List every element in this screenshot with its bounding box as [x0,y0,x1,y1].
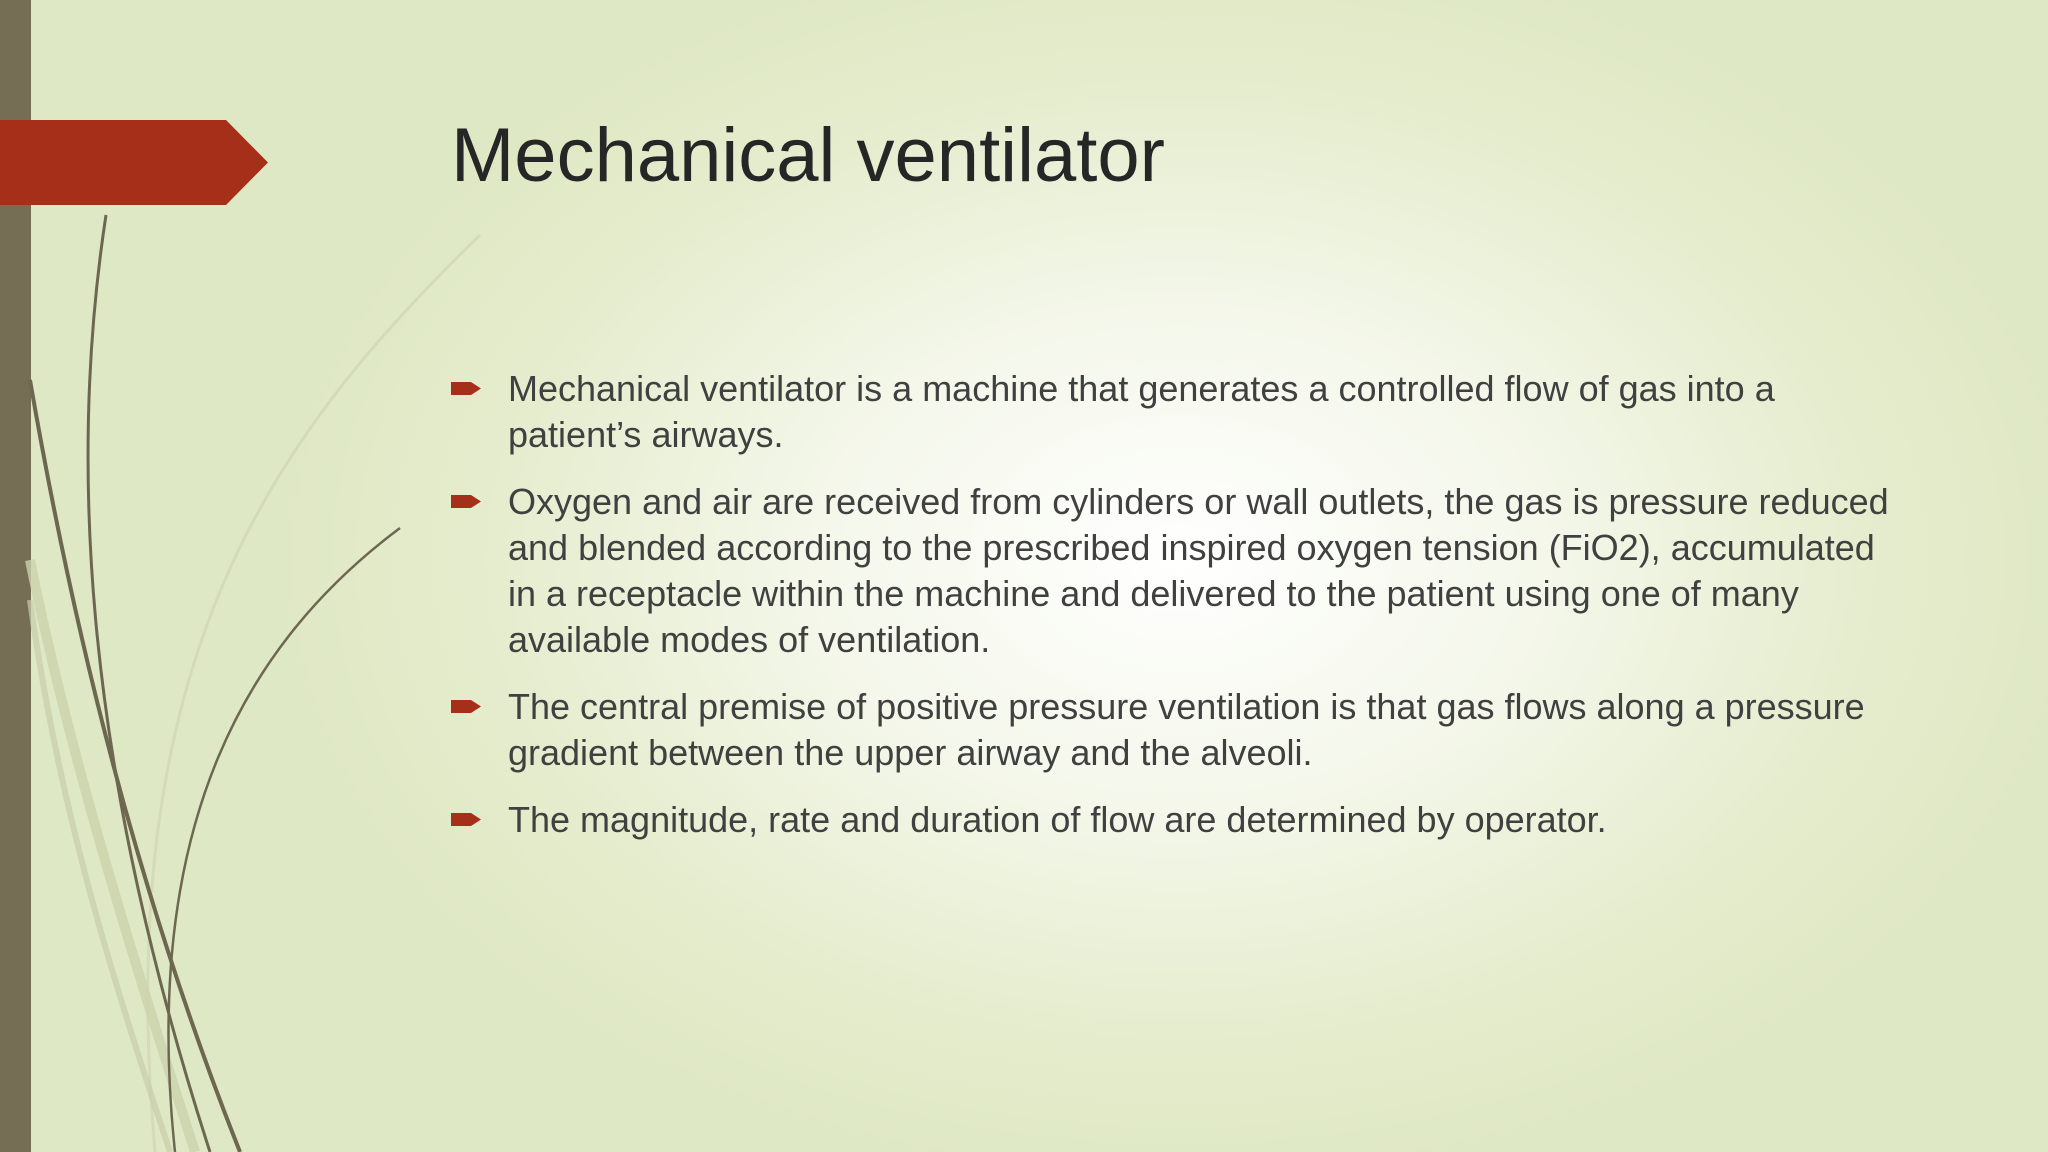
arrow-bullet-icon [451,698,481,715]
slide-title: Mechanical ventilator [451,113,1165,198]
arrow-bullet-icon [451,493,481,510]
bullet-item [451,479,1901,663]
bullet-item [451,684,1901,776]
arrow-bullet-icon [451,380,481,397]
bullet-text: Oxygen and air are received from cylinders or wall outlets, the gas is pressure reduced and blended according to the prescribed inspired oxygen tension (FiO2), accumulated in a receptacle within the machine and delivered to the patient using one of many available modes of ventilation. [508,481,1889,660]
bullet-text: The magnitude, rate and duration of flow are determined by operator. [508,799,1607,840]
bullet-item [451,797,1901,843]
arrow-bullet-icon [451,811,481,828]
bullet-text: Mechanical ventilator is a machine that generates a controlled flow of gas into a patient’s airways. [508,368,1775,455]
bullet-text: The central premise of positive pressure ventilation is that gas flows along a pressure gradient between the upper airway and the alveoli. [508,686,1865,773]
bullet-item [451,366,1901,458]
bullet-list [451,366,1901,864]
title-accent-flag [0,120,268,205]
